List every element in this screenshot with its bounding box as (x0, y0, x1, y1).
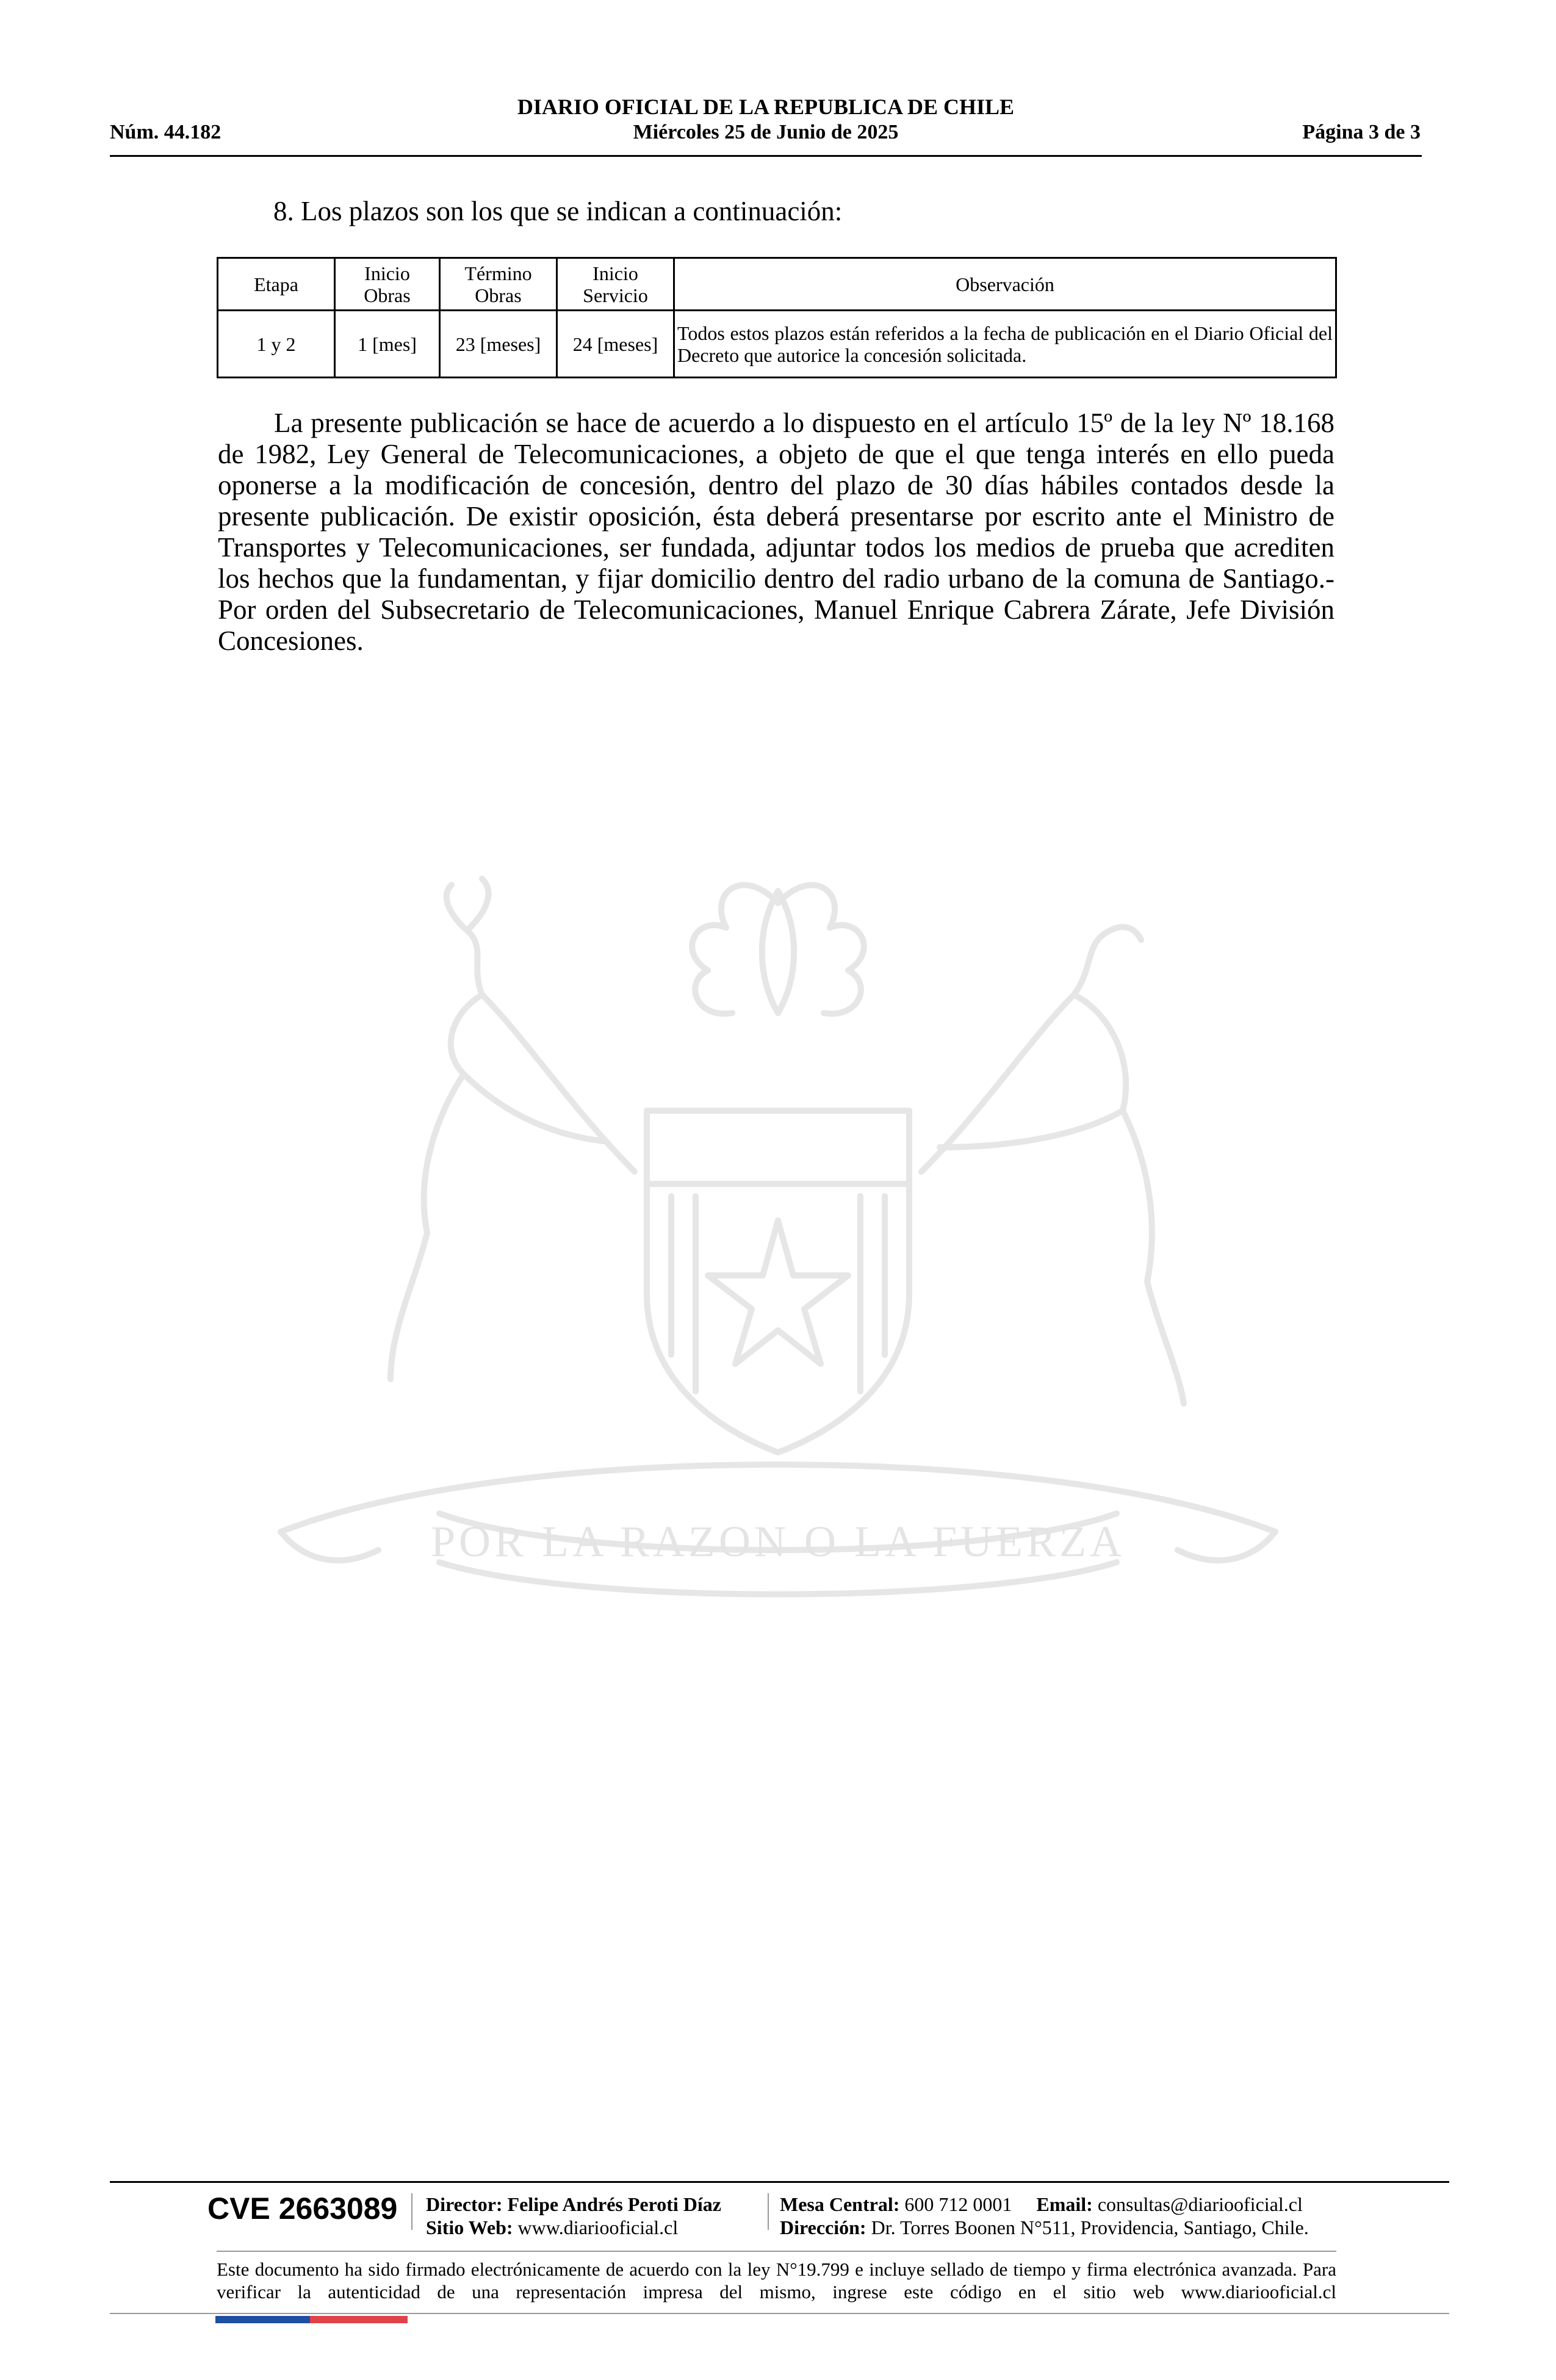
cve-code: CVE 2663089 (207, 2191, 398, 2226)
footer-separator (768, 2193, 769, 2230)
mesa-label: Mesa Central: (780, 2193, 900, 2215)
website-link[interactable]: www.diariooficial.cl (517, 2216, 679, 2238)
director-label: Director: (426, 2193, 503, 2215)
cell-observacion: Todos estos plazos están referidos a la fecha de publicación en el Diario Oficial del Decreto que autorice la concesión solicitada. (674, 311, 1336, 378)
col-header-line: Inicio (593, 262, 638, 284)
footer-director (426, 2193, 721, 2216)
address-value: Dr. Torres Boonen N°511, Providencia, Santiago, Chile. (871, 2216, 1309, 2238)
cell-termino-obras: 23 [meses] (440, 311, 557, 378)
issue-date: Miércoles 25 de Junio de 2025 (633, 121, 899, 143)
footer-website (426, 2216, 678, 2239)
table-header-row (218, 258, 1336, 311)
footer-divider-mid (217, 2251, 1336, 2252)
col-header-observacion: Observación (674, 258, 1336, 311)
col-header-line: Término (464, 262, 532, 284)
cell-etapa: 1 y 2 (218, 311, 335, 378)
item-heading: 8. Los plazos son los que se indican a continuación: (273, 196, 843, 226)
deadlines-table (217, 257, 1337, 378)
email-label: Email: (1036, 2193, 1093, 2215)
col-header-line: Obras (475, 284, 522, 306)
flag-stripe-red (310, 2316, 408, 2323)
coat-of-arms-icon (207, 854, 1349, 1672)
footer-contact (780, 2193, 1303, 2216)
journal-title: DIARIO OFICIAL DE LA REPUBLICA DE CHILE (517, 95, 1015, 119)
col-header-inicio-obras (335, 258, 440, 311)
col-header-line: Obras (364, 284, 411, 306)
col-header-inicio-servicio (557, 258, 674, 311)
col-header-termino-obras (440, 258, 557, 311)
body-paragraph: La presente publicación se hace de acuerdo a lo dispuesto en el artículo 15º de la ley Nº 18.168 de 1982, Ley General de Telecomunicaciones, a objeto de que el que tenga interés en ello pueda oponerse a la modificación de concesión, dentro del plazo de 30 días hábiles contados desde la presente publicación. De existir oposición, ésta deberá presentarse por escrito ante el Ministro de Transportes y Telecomunicaciones, ser fundada, adjuntar todos los medios de prueba que acrediten los hechos que la fundamentan, y fijar domicilio dentro del radio urbano de la comuna de Santiago.- Por orden del Subsecretario de Telecomunicaciones, Manuel Enrique Cabrera Zárate, Jefe División Concesiones. (218, 408, 1334, 656)
col-header-line: Servicio (583, 284, 648, 306)
flag-stripe-blue (215, 2316, 310, 2323)
mesa-value: 600 712 0001 (904, 2193, 1012, 2215)
header-divider (110, 155, 1422, 157)
table-row (218, 311, 1336, 378)
col-header-etapa: Etapa (218, 258, 335, 311)
motto-text: POR LA RAZON O LA FUERZA (430, 1517, 1126, 1566)
footer-divider-top (110, 2181, 1449, 2183)
page-indicator: Página 3 de 3 (1302, 121, 1421, 143)
footer-divider-bottom (110, 2313, 1449, 2314)
cell-inicio-obras: 1 [mes] (335, 311, 440, 378)
footer-separator (411, 2193, 412, 2230)
footer-address (780, 2216, 1309, 2239)
address-label: Dirección: (780, 2216, 866, 2238)
col-header-line: Inicio (364, 262, 410, 284)
director-value: Felipe Andrés Peroti Díaz (507, 2193, 721, 2215)
website-label: Sitio Web: (426, 2216, 513, 2238)
issue-number: Núm. 44.182 (110, 121, 222, 143)
email-link[interactable]: consultas@diariooficial.cl (1097, 2193, 1303, 2215)
cell-inicio-servicio: 24 [meses] (557, 311, 674, 378)
signature-note: Este documento ha sido firmado electrónicamente de acuerdo con la ley N°19.799 e incluye sellado de tiempo y firma electrónica avanzada. Para verificar la autenticidad de una representación impresa del mismo, ingrese este código en el sitio web www.diariooficial.cl (217, 2259, 1336, 2302)
